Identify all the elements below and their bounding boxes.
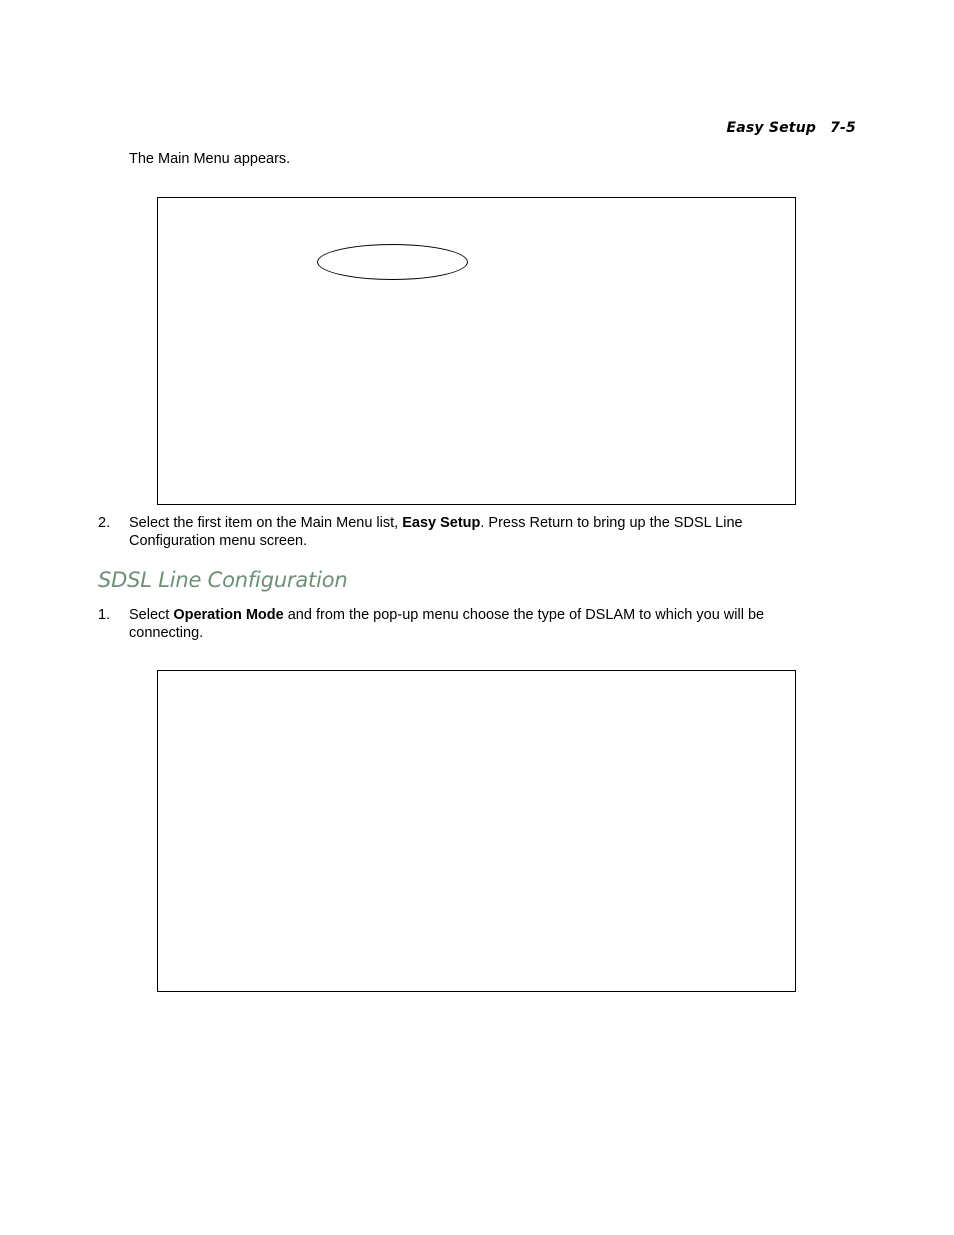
running-header <box>726 120 856 136</box>
easy-setup-highlight-oval <box>317 244 468 280</box>
header-section-title: Easy Setup <box>726 120 817 136</box>
header-page-number: 7-5 <box>830 120 856 136</box>
sdsl-line-configuration-screenshot-frame <box>157 670 796 992</box>
intro-paragraph: The Main Menu appears. <box>129 151 291 167</box>
step-1-operation-mode <box>98 606 798 642</box>
step-text: Select the first item on the Main Menu list, Easy Setup. Press Return to bring up the SDSL Line Configuration menu screen. <box>129 515 743 549</box>
step-2-easy-setup <box>98 514 798 550</box>
step-text: Select Operation Mode and from the pop-up menu choose the type of DSLAM to which you will be connecting. <box>129 607 765 641</box>
step-bold-term: Easy Setup <box>402 515 481 531</box>
section-heading: SDSL Line Configuration <box>98 568 348 592</box>
main-menu-screenshot-frame <box>157 197 796 505</box>
step-bold-term: Operation Mode <box>173 607 284 623</box>
step-number: 2. <box>98 515 111 531</box>
step-number: 1. <box>98 607 111 623</box>
